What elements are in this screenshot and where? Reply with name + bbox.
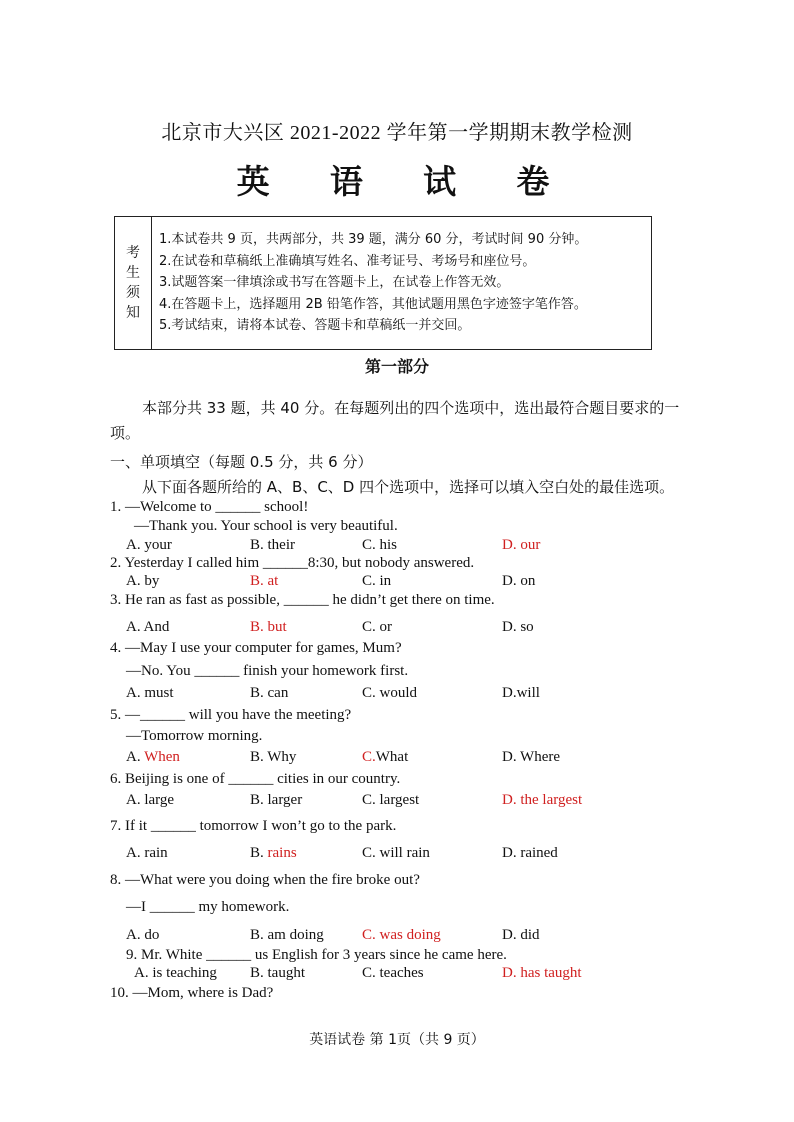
question-stem: 3. He ran as fast as possible, ______ he didn’t get there on time. bbox=[110, 592, 495, 608]
part-intro: 本部分共 33 题，共 40 分。在每题列出的四个选项中，选出最符合题目要求的一项。 bbox=[110, 399, 680, 442]
option-a-marked: When bbox=[144, 749, 180, 765]
option-b: B. larger bbox=[250, 792, 303, 808]
option-a: A. by bbox=[126, 573, 160, 589]
option-d: D.will bbox=[502, 685, 540, 701]
option-d: D. Where bbox=[502, 749, 561, 765]
option-a bbox=[126, 749, 180, 766]
notice-label-char: 知 bbox=[126, 305, 140, 321]
question-stem: 9. Mr. White ______ us English for 3 years since he came here. bbox=[126, 947, 507, 963]
option-b-answer: rains bbox=[267, 845, 297, 861]
option-c: C. will rain bbox=[362, 845, 430, 861]
option-b-answer: B. at bbox=[250, 573, 279, 589]
question-line: —No. You ______ finish your homework first. bbox=[126, 663, 409, 679]
question-line: —Thank you. Your school is very beautiful. bbox=[134, 518, 398, 534]
question-line: —Tomorrow morning. bbox=[126, 728, 263, 744]
question-stem: 8. —What were you doing when the fire broke out? bbox=[110, 872, 420, 888]
notice-item: 2.在试卷和草稿纸上准确填写姓名、准考证号、考场号和座位号。 bbox=[159, 253, 536, 269]
option-d: D. on bbox=[502, 573, 536, 589]
option-b: B. am doing bbox=[250, 927, 324, 943]
notice-label-char: 考 bbox=[126, 245, 140, 261]
option-b-answer: B. but bbox=[250, 619, 287, 635]
option-prefix: B. bbox=[250, 845, 268, 861]
question-line: —I ______ my homework. bbox=[126, 899, 290, 915]
option-c: C. would bbox=[362, 685, 418, 701]
question-stem: 1. —Welcome to ______ school! bbox=[110, 499, 309, 515]
option-d: D. did bbox=[502, 927, 540, 943]
option-a: A. rain bbox=[126, 845, 168, 861]
option-b: B. their bbox=[250, 537, 295, 553]
notice-label bbox=[115, 217, 152, 349]
option-b: B. can bbox=[250, 685, 289, 701]
option-d: D. so bbox=[502, 619, 534, 635]
question-stem: 10. —Mom, where is Dad? bbox=[110, 985, 274, 1001]
option-b: B. taught bbox=[250, 965, 305, 981]
option-a: A. your bbox=[126, 537, 172, 553]
notice-item: 1.本试卷共 9 页，共两部分，共 39 题，满分 60 分，考试时间 90 分钟。 bbox=[159, 232, 588, 247]
part-title: 第一部分 bbox=[364, 357, 429, 376]
option-d-answer: D. has taught bbox=[502, 965, 582, 981]
option-a: A. must bbox=[126, 685, 174, 701]
option-c: C. his bbox=[362, 537, 398, 553]
option-c: C. largest bbox=[362, 792, 420, 808]
option-prefix: A. bbox=[126, 749, 145, 765]
notice-list bbox=[152, 217, 651, 349]
notice-item: 4.在答题卡上，选择题用 2B 铅笔作答，其他试题用黑色字迹签字笔作答。 bbox=[159, 296, 587, 312]
notice-item: 3.试题答案一律填涂或书写在答题卡上，在试卷上作答无效。 bbox=[159, 275, 510, 290]
notice-item: 5.考试结束，请将本试卷、答题卡和草稿纸一并交回。 bbox=[159, 318, 471, 333]
question-stem: 5. —______ will you have the meeting? bbox=[110, 707, 352, 723]
notice-box bbox=[114, 216, 652, 350]
option-a: A. do bbox=[126, 927, 160, 943]
page-footer: 英语试卷 第 1页（共 9 页） bbox=[309, 1032, 485, 1048]
option-c-prefix: C. bbox=[362, 749, 376, 765]
option-c: C. teaches bbox=[362, 965, 424, 981]
exam-title: 英 语 试 卷 bbox=[236, 165, 576, 201]
option-d-answer: D. our bbox=[502, 537, 541, 553]
exam-heading: 北京市大兴区 2021-2022 学年第一学期期末教学检测 bbox=[161, 122, 633, 144]
option-d: D. rained bbox=[502, 845, 558, 861]
option-c bbox=[362, 749, 408, 766]
section-title: 一、单项填空（每题 0.5 分，共 6 分） bbox=[110, 453, 373, 471]
option-a: A. is teaching bbox=[134, 965, 217, 981]
option-c: C. or bbox=[362, 619, 392, 635]
section-instruction: 从下面各题所给的 A、B、C、D 四个选项中，选择可以填入空白处的最佳选项。 bbox=[142, 478, 675, 496]
option-b: B. Why bbox=[250, 749, 297, 765]
notice-label-char: 生 bbox=[126, 265, 140, 281]
option-a: A. And bbox=[126, 619, 170, 635]
option-c-answer: C. was doing bbox=[362, 927, 441, 943]
option-c-text: What bbox=[375, 749, 409, 765]
question-stem: 4. —May I use your computer for games, Mum? bbox=[110, 640, 402, 656]
question-stem: 2. Yesterday I called him ______8:30, but nobody answered. bbox=[110, 555, 475, 571]
question-stem: 6. Beijing is one of ______ cities in our country. bbox=[110, 771, 401, 787]
option-d-answer: D. the largest bbox=[502, 792, 583, 808]
question-stem: 7. If it ______ tomorrow I won’t go to the park. bbox=[110, 818, 397, 834]
notice-label-char: 须 bbox=[126, 285, 140, 301]
option-a: A. large bbox=[126, 792, 175, 808]
option-b bbox=[250, 845, 297, 862]
option-c: C. in bbox=[362, 573, 392, 589]
